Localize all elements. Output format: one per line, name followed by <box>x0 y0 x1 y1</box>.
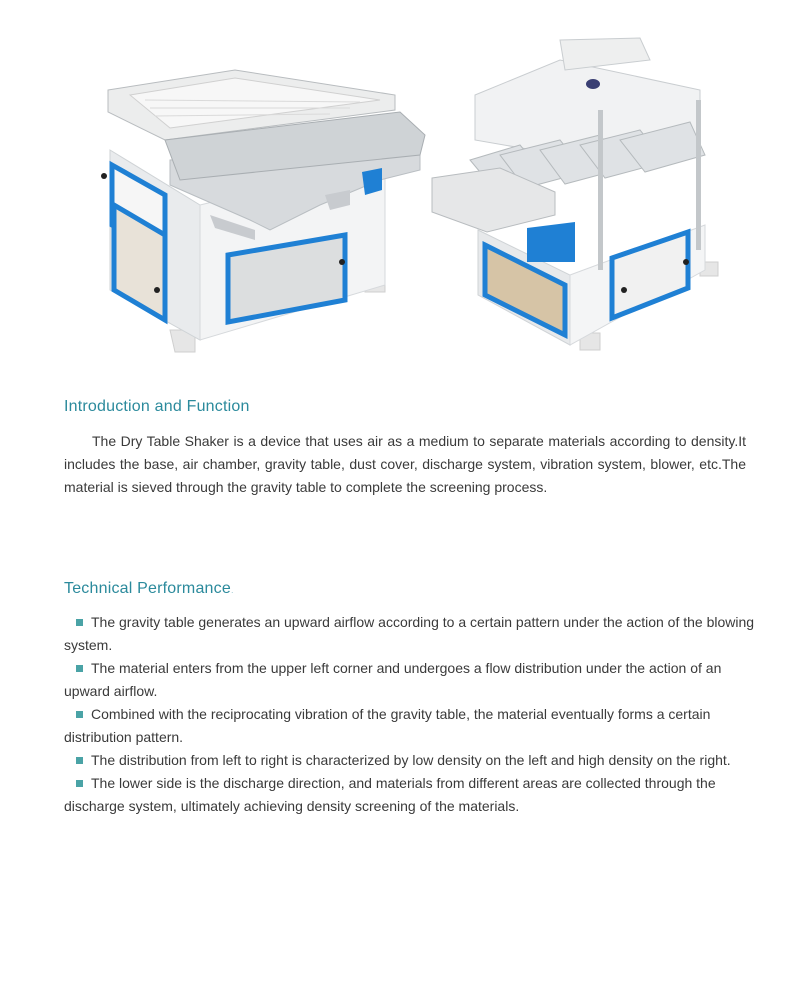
heading-mark: . <box>230 585 234 595</box>
list-item <box>64 772 760 818</box>
list-item <box>64 611 760 657</box>
list-item <box>64 657 760 703</box>
square-bullet-icon <box>76 665 83 672</box>
list-item-text: The gravity table generates an upward airflow according to a certain pattern under the action of the blowing system. <box>64 614 755 653</box>
introduction-body <box>64 430 746 499</box>
introduction-paragraph: The Dry Table Shaker is a device that uses air as a medium to separate materials according to density.It includes the base, air chamber, gravity table, dust cover, discharge system, vibration system, blower, etc.The material is sieved through the gravity table to complete the screening process. <box>64 433 746 495</box>
technical-performance-heading <box>64 580 234 598</box>
performance-list <box>64 611 760 818</box>
square-bullet-icon <box>76 757 83 764</box>
list-item <box>64 749 760 772</box>
right-machine-photo <box>432 38 718 350</box>
introduction-heading-text: Introduction and Function <box>64 398 250 415</box>
list-item-text: The distribution from left to right is characterized by low density on the left and high density on the right. <box>91 752 731 768</box>
square-bullet-icon <box>76 619 83 626</box>
product-photos <box>0 0 800 370</box>
list-item-text: The lower side is the discharge direction, and materials from different areas are collected through the discharge system, ultimately achieving density screening of the materials. <box>64 775 716 814</box>
left-machine-photo <box>101 70 425 352</box>
square-bullet-icon <box>76 780 83 787</box>
square-bullet-icon <box>76 711 83 718</box>
technical-performance-heading-text: Technical Performance <box>64 580 231 597</box>
list-item <box>64 703 760 749</box>
list-item-text: Combined with the reciprocating vibration of the gravity table, the material eventually forms a certain distribution pattern. <box>64 706 711 745</box>
introduction-heading <box>64 398 250 416</box>
list-item-text: The material enters from the upper left corner and undergoes a flow distribution under the action of an upward airflow. <box>64 660 722 699</box>
